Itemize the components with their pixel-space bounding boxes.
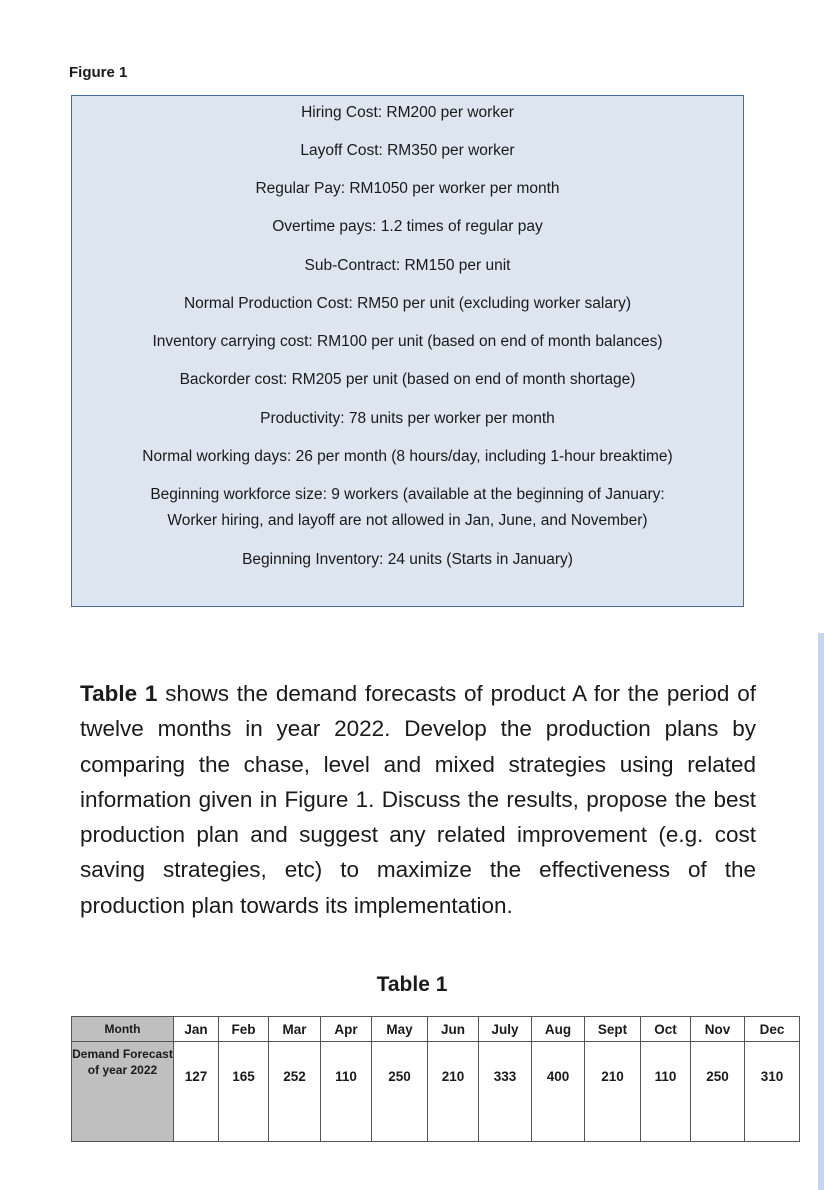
- question-paragraph: [80, 676, 756, 923]
- figure-line-beginning-inventory: Beginning Inventory: 24 units (Starts in January): [242, 551, 573, 568]
- demand-value: 310: [760, 1069, 784, 1084]
- demand-cell: [532, 1042, 585, 1142]
- demand-cell: [321, 1042, 372, 1142]
- table-row: [72, 1042, 800, 1142]
- figure-line-hiring-cost: Hiring Cost: RM200 per worker: [301, 104, 514, 121]
- demand-cell: [479, 1042, 532, 1142]
- demand-cell: [585, 1042, 641, 1142]
- month-header-cell: Nov: [691, 1017, 745, 1042]
- figure-line-workforce: Beginning workforce size: 9 workers (available at the beginning of January:: [150, 486, 665, 503]
- figure-line-productivity: Productivity: 78 units per worker per month: [260, 410, 555, 427]
- figure-line-backorder-cost: Backorder cost: RM205 per unit (based on end of month shortage): [179, 371, 636, 388]
- side-bar: [818, 633, 824, 1190]
- demand-value: 210: [601, 1069, 624, 1084]
- demand-value: 333: [493, 1069, 517, 1084]
- month-header-cell: Apr: [321, 1017, 372, 1042]
- demand-value: 400: [546, 1069, 570, 1084]
- demand-cell: [269, 1042, 321, 1142]
- figure-box: [71, 95, 744, 607]
- month-header-cell: Aug: [532, 1017, 585, 1042]
- demand-table: [71, 1016, 800, 1142]
- row-label: [72, 1042, 174, 1142]
- month-header-cell: Oct: [641, 1017, 691, 1042]
- row-label-text: Demand Forecast of year 2022: [72, 1047, 173, 1077]
- demand-value: 252: [283, 1069, 306, 1084]
- month-header-cell: Sept: [585, 1017, 641, 1042]
- demand-value: 110: [654, 1069, 677, 1084]
- demand-value: 210: [441, 1069, 465, 1084]
- month-header-cell: July: [479, 1017, 532, 1042]
- table-reference: Table 1: [80, 681, 158, 706]
- month-header-cell: May: [372, 1017, 428, 1042]
- demand-cell: [372, 1042, 428, 1142]
- demand-cell: [745, 1042, 800, 1142]
- table-header-row: [72, 1017, 800, 1042]
- figure-line-regular-pay: Regular Pay: RM1050 per worker per month: [255, 180, 560, 197]
- demand-cell: [428, 1042, 479, 1142]
- demand-cell: [691, 1042, 745, 1142]
- figure-line-overtime: Overtime pays: 1.2 times of regular pay: [272, 218, 543, 235]
- month-header-cell: Jun: [428, 1017, 479, 1042]
- month-header-cell: Jan: [174, 1017, 219, 1042]
- figure-line-workforce-note: Worker hiring, and layoff are not allowed in Jan, June, and November): [167, 512, 648, 529]
- figure-line-subcontract: Sub-Contract: RM150 per unit: [304, 257, 511, 274]
- month-header-cell: Dec: [745, 1017, 800, 1042]
- month-header: Month: [72, 1017, 174, 1042]
- figure-line-layoff-cost: Layoff Cost: RM350 per worker: [300, 142, 515, 159]
- month-header-cell: Mar: [269, 1017, 321, 1042]
- figure-line-inventory-cost: Inventory carrying cost: RM100 per unit (based on end of month balances): [152, 333, 663, 350]
- demand-cell: [174, 1042, 219, 1142]
- figure-line-production-cost: Normal Production Cost: RM50 per unit (excluding worker salary): [183, 295, 632, 312]
- month-header-cell: Feb: [219, 1017, 269, 1042]
- figure-label: Figure 1: [69, 64, 128, 81]
- demand-cell: [219, 1042, 269, 1142]
- demand-value: 110: [335, 1069, 357, 1084]
- demand-cell: [641, 1042, 691, 1142]
- figure-line-working-days: Normal working days: 26 per month (8 hours/day, including 1-hour breaktime): [142, 448, 673, 465]
- demand-value: 127: [184, 1069, 208, 1084]
- paragraph-text: shows the demand forecasts of product A for the period of twelve months in year 2022. Develop the production plans by comparing the chase, level and mixed strategies using related information given in Figure 1. Discuss the results, propose the best production plan and suggest any related improvement (e.g. cost saving strategies, etc) to maximize the effectiveness of the production plan towards its implementation.: [80, 681, 756, 918]
- table-title: Table 1: [376, 973, 448, 996]
- demand-value: 165: [232, 1069, 255, 1084]
- demand-value: 250: [388, 1069, 411, 1084]
- demand-value: 250: [706, 1069, 729, 1084]
